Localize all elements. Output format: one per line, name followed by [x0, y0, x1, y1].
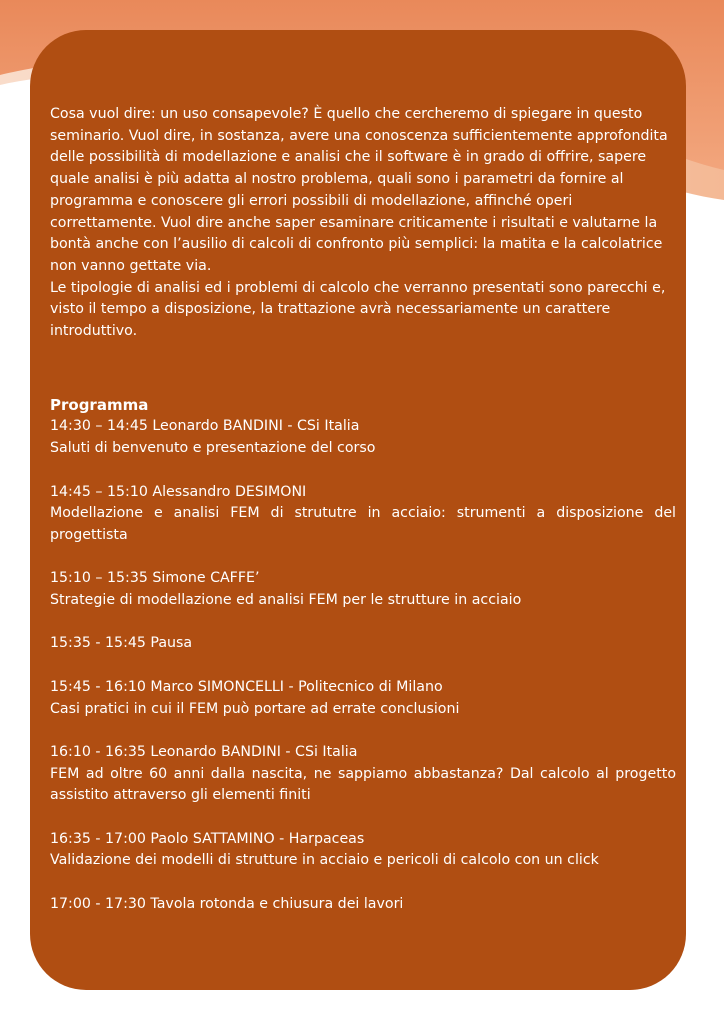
session-time-speaker: 16:35 - 17:00 Paolo SATTAMINO - Harpaceas [50, 830, 365, 847]
session-time-speaker: 15:35 - 15:45 Pausa [50, 635, 193, 652]
session-item [50, 416, 676, 459]
session-description: Modellazione e analisi FEM di strututre in acciaio: strumenti a disposizione del progettista [50, 505, 676, 543]
session-time-speaker: 14:45 – 15:10 Alessandro DESIMONI [50, 483, 307, 500]
session-item [50, 482, 676, 547]
session-description: Strategie di modellazione ed analisi FEM per le strutture in acciaio [50, 592, 522, 609]
session-time-speaker: 15:45 - 16:10 Marco SIMONCELLI - Politecnico di Milano [50, 678, 443, 695]
session-description: FEM ad oltre 60 anni dalla nascita, ne sappiamo abbastanza? Dal calcolo al progetto assistito attraverso gli elementi finiti [50, 765, 676, 804]
intro-paragraph-2: Le tipologie di analisi ed i problemi di calcolo che verranno presentati sono parecchi e, visto il tempo a disposizione, la trattazione avrà necessariamente un carattere introduttivo. [50, 279, 666, 340]
session-time-speaker: 16:10 - 16:35 Leonardo BANDINI - CSi Italia [50, 743, 358, 760]
session-time-speaker: 14:30 – 14:45 Leonardo BANDINI - CSi Italia [50, 418, 360, 435]
intro-paragraph-1: Cosa vuol dire: un uso consapevole? È quello che cercheremo di spiegare in questo seminario. Vuol dire, in sostanza, avere una conoscenza sufficientemente approfondita delle possibilità di modellazione e analisi che il software è in grado di offrire, sapere quale analisi è più adatta al nostro problema, quali sono i parametri da fornire al programma e conoscere gli errori possibili di modellazione, affinché operi correttamente. Vuol dire anche saper esaminare criticamente i risultati e valutarne la bontà anche con l’ausilio di calcoli di confronto più semplici: la matita e la calcolatrice non vanno gettate via. [50, 106, 668, 274]
session-time-speaker: 17:00 - 17:30 Tavola rotonda e chiusura dei lavori [50, 895, 404, 912]
session-description: Casi pratici in cui il FEM può portare ad errate conclusioni [50, 700, 460, 717]
session-item [50, 568, 676, 611]
session-description: Saluti di benvenuto e presentazione del corso [50, 440, 376, 457]
session-item [50, 633, 676, 655]
session-description: Validazione dei modelli di strutture in acciaio e pericoli di calcolo con un click [50, 852, 599, 869]
session-item [50, 894, 676, 916]
session-time-speaker: 15:10 – 15:35 Simone CAFFE’ [50, 570, 260, 587]
session-item [50, 829, 676, 872]
session-item [50, 677, 676, 720]
programma-heading: Programma [50, 395, 149, 414]
session-item [50, 742, 676, 807]
document-body [50, 104, 676, 937]
